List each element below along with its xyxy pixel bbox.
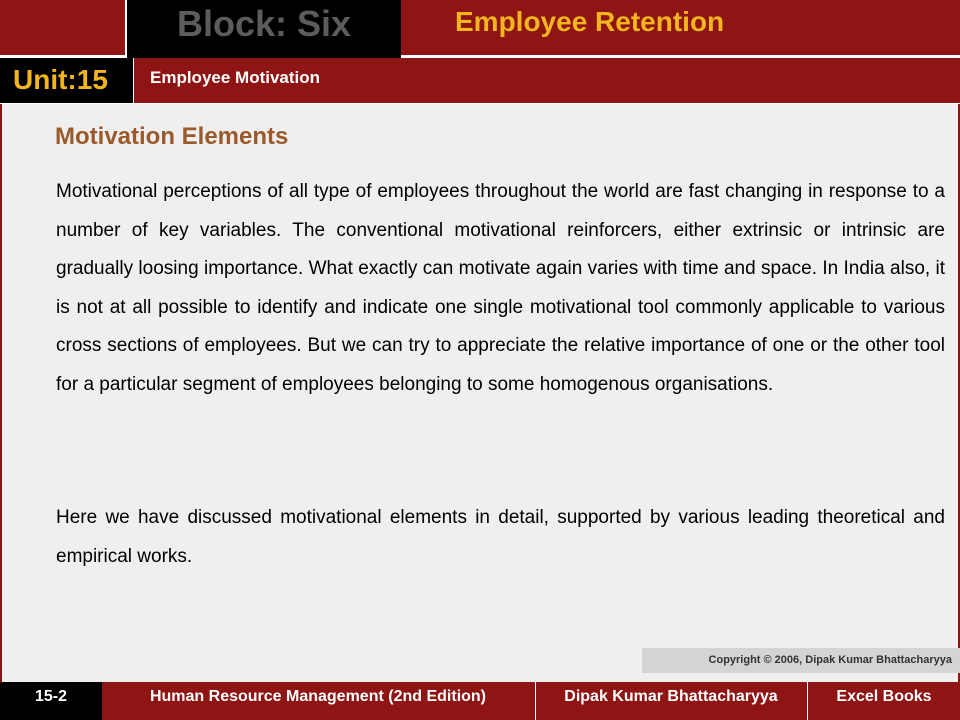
page-number: 15-2: [0, 682, 102, 720]
author-name: Dipak Kumar Bhattacharyya: [564, 688, 778, 705]
unit-subtitle-bar: [134, 58, 960, 103]
footer-bar: [0, 682, 960, 720]
block-title: Block: Six: [176, 3, 352, 44]
body-paragraph-2: Here we have discussed motivational elements in detail, supported by various leading theoretical and empirical works.: [56, 507, 945, 567]
header-right-band: [401, 0, 960, 55]
section-heading: Motivation Elements: [55, 123, 289, 150]
unit-label: Unit:15: [13, 64, 108, 95]
unit-subtitle: Employee Motivation: [150, 68, 321, 87]
body-paragraph-1: Motivational perceptions of all type of employees throughout the world are fast changing in response to a number of key variables. The conventional motivational reinforcers, either extrinsic or intrinsic are gradually loosing importance. What exactly can motivate again varies with time and space. In India also, it is not at all possible to identify and indicate one single motivational tool commonly applicable to various cross sections of employees. But we can try to appreciate the relative importance of one or the other tool for a particular segment of employees belonging to some homogenous organisations.: [56, 181, 945, 395]
block-title-box: [127, 0, 401, 58]
slide-content: [0, 104, 960, 682]
topic-title: Employee Retention: [455, 6, 725, 37]
header-left-band: [0, 0, 125, 55]
unit-box: [0, 58, 133, 103]
publisher-name: Excel Books: [836, 688, 932, 705]
copyright-notice: Copyright © 2006, Dipak Kumar Bhattacharyya: [642, 648, 960, 673]
book-title: Human Resource Management (2nd Edition): [149, 688, 487, 705]
